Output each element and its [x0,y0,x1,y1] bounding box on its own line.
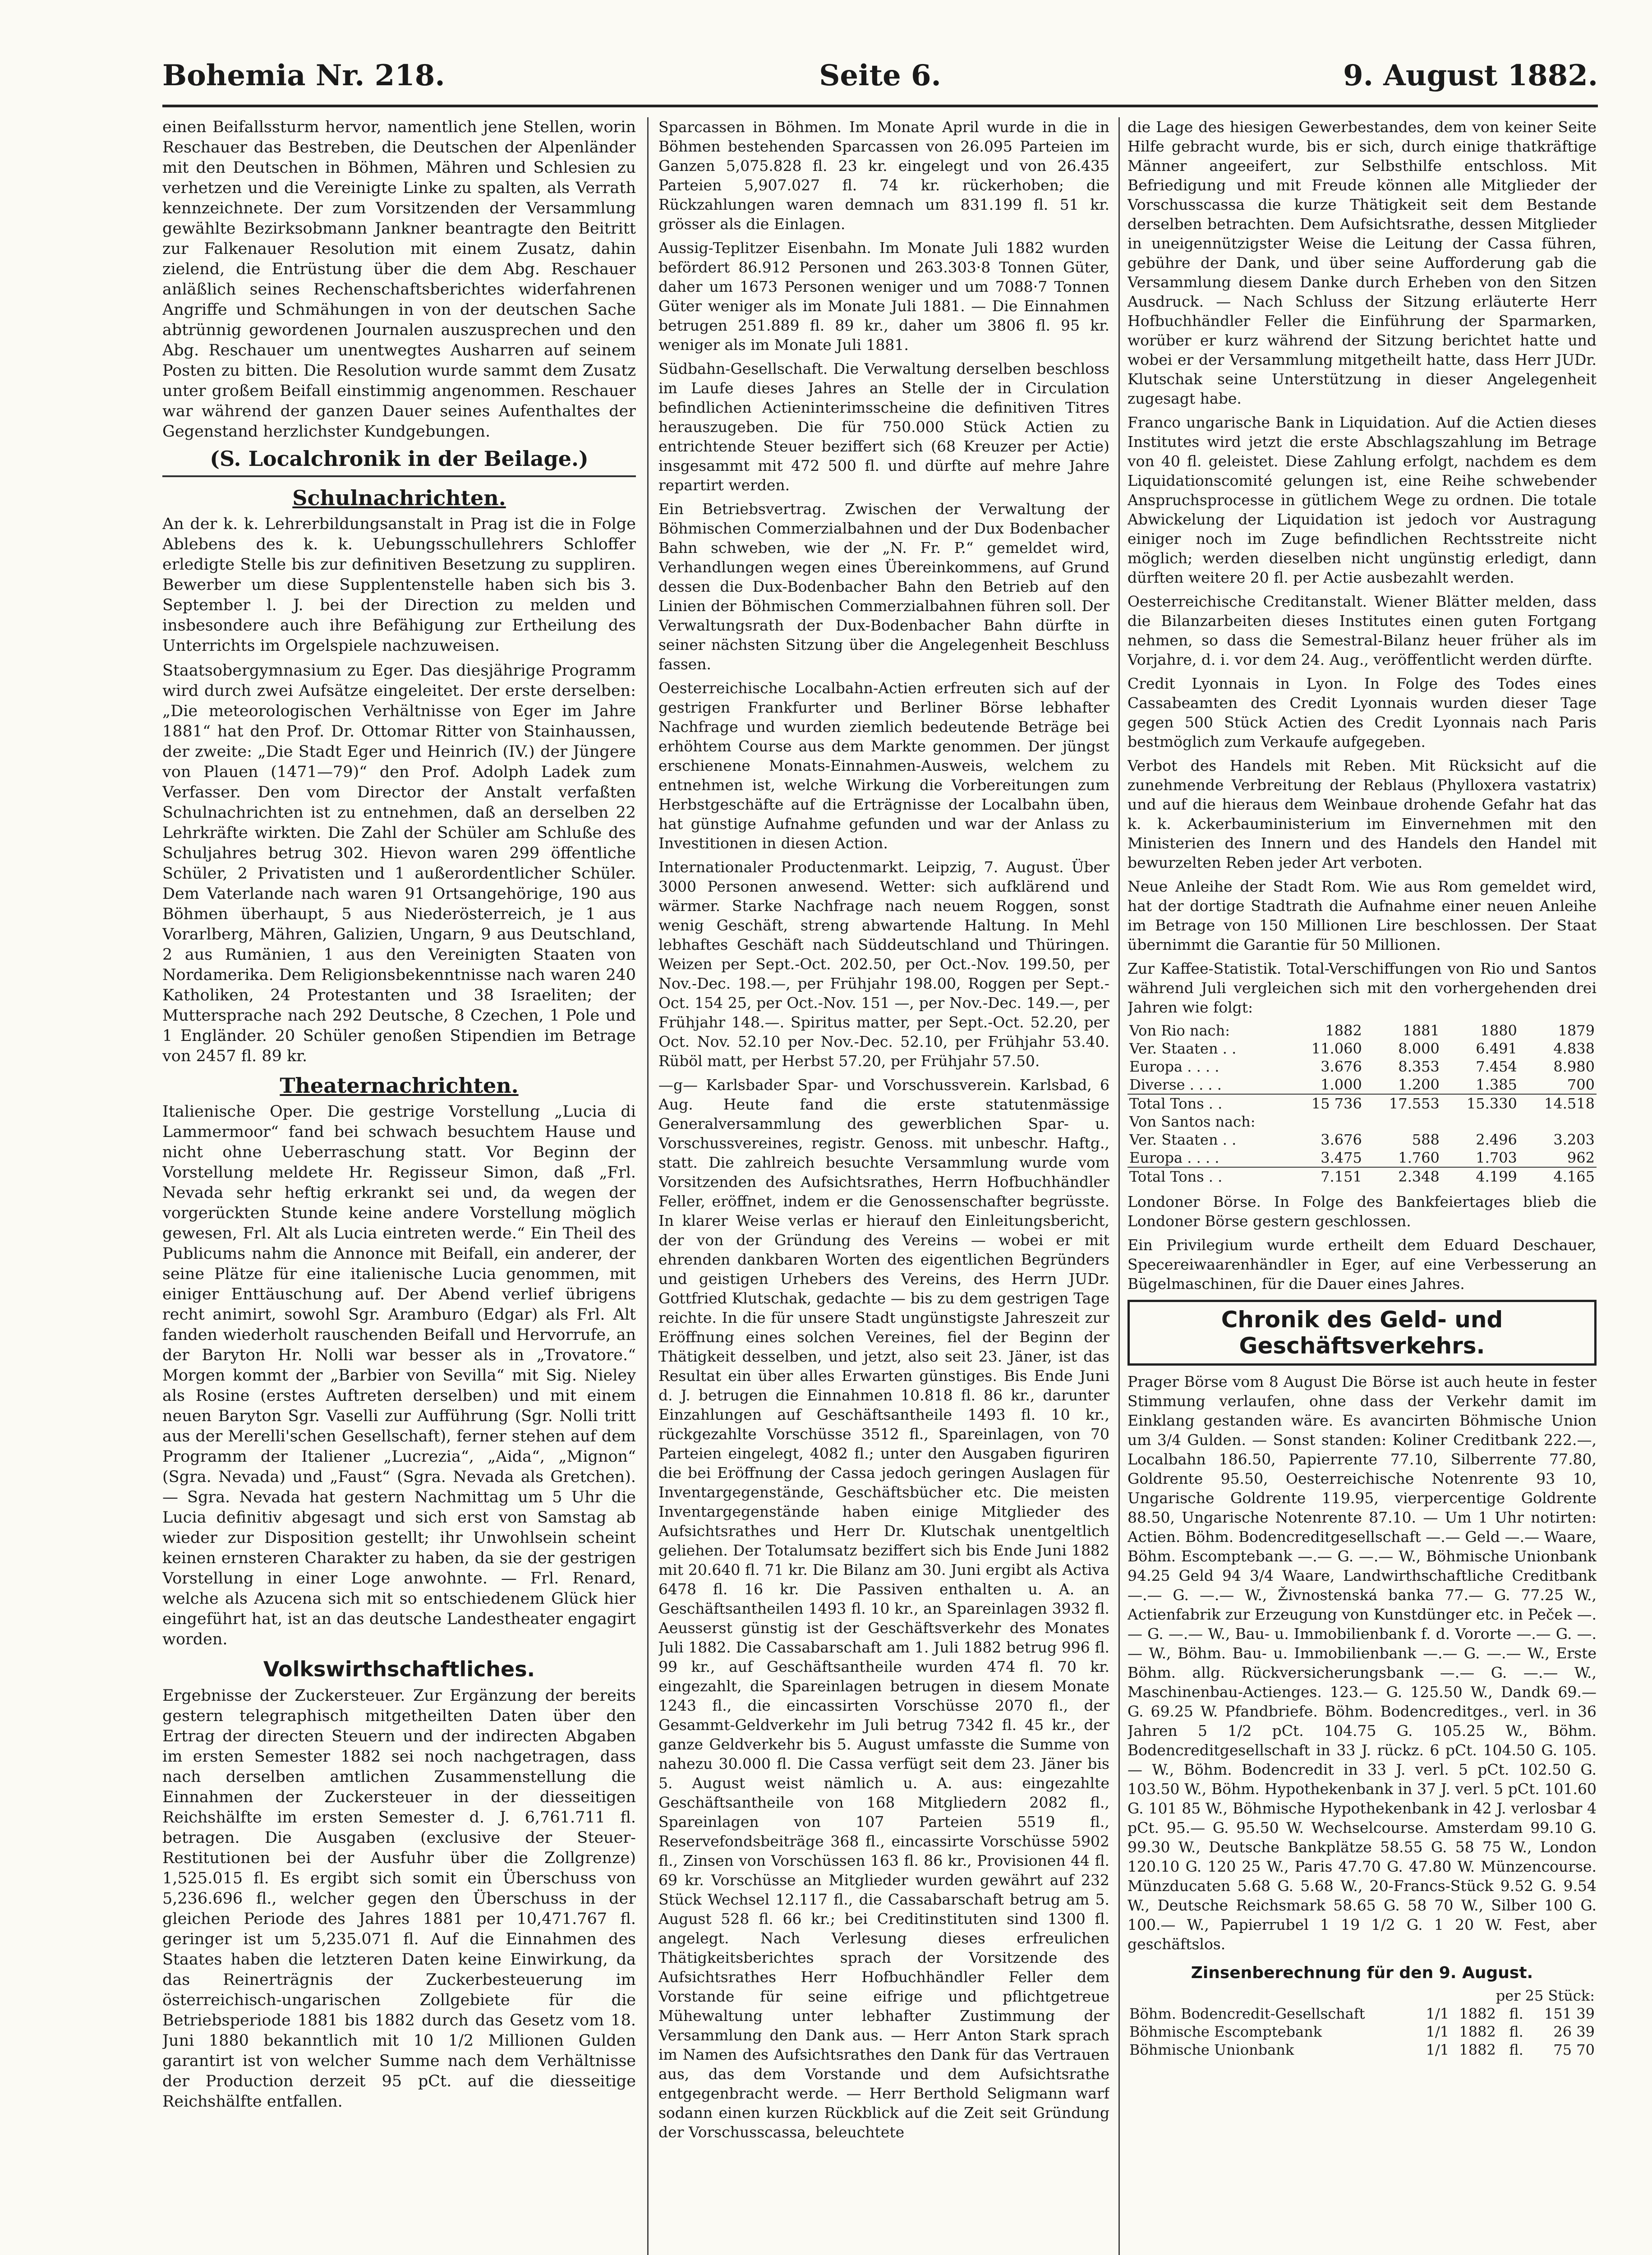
article-paragraph: An der k. k. Lehrerbildungsanstalt in Prag ist die in Folge Ablebens des k. k. Uebungsschullehrers Schloffer erledigte Stelle bis zur definitiven Besetzung zu suppliren. Bewerber um diese Supplentenstelle haben sich bis 3. September l. J. bei der Direction zu melden und insbesondere auch ihre Befähigung zur Ertheilung des Unterrichts im Orgelspiele nachzuweisen. [162,515,636,655]
table-cell: Europa . . . . [1129,1058,1219,1075]
table-cell: Böhmische Unionbank [1129,2041,1294,2058]
table-row [1127,1987,1597,2005]
section-heading: Theaternachrichten. [280,1073,519,1098]
table-cell: 1/1 [1426,2041,1450,2058]
table-cell: 1.385 [1476,1076,1517,1093]
column-1 [162,117,636,2255]
article-paragraph: einen Beifallssturm hervor, namentlich jene Stellen, worin Reschauer das Bestreben, die Deutschen der Alpenländer mit den Deutschen in Böhmen, Mähren und Schlesien zu verhetzen und die Vereinigte Linke zu spalten, als Verrath kennzeichnete. Der zum Vorsitzenden der Versammlung gewählte Bezirksobmann Jankner beantragte den Beitritt zur Falkenauer Resolution mit einem Zusatz, dahin zielend, die Entrüstung über die dem Abg. Reschauer anläßlich seines Rechenschaftsberichtes widerfahrenen Angriffe und Schmähungen in von der deutschen Sache abtrünnig gewordenen Journalen auszusprechen und den Abg. Reschauer um unentwegtes Ausharren auf seinem Posten zu bitten. Die Resolution wurde sammt dem Zusatz unter großem Beifall einstimmig angenommen. Reschauer war während der ganzen Dauer seines Aufenthaltes der Gegenstand herzlichster Kundgebungen. [162,118,636,441]
table-row [1127,2023,1597,2041]
table-cell: Total Tons . . [1129,1095,1223,1112]
table-cell: 1882 [1459,2023,1496,2040]
article-paragraph: Verbot des Handels mit Reben. Mit Rücksicht auf die zunehmende Verbreitung der Reblaus (Phylloxera vastatrix) und auf die hieraus dem Weinbaue drohende Gefahr hat das k. k. Ackerbauministerium im Einvernehmen mit den Ministerien des Innern und des Handels den Handel mit bewurzelten Reben jeder Art verboten. [1127,757,1597,871]
table-cell: Ver. Staaten . . [1129,1040,1237,1057]
article-paragraph: Prager Börse vom 8 August Die Börse ist auch heute in fester Stimmung verlaufen, ohne dass der Verkehr damit im Einklang gestanden wäre. Es avancirten Böhmische Union um 3/4 Gulden. — Sonst standen: Koliner Creditbank 222.—, Localbahn 186.50, Papierrente 77.10, Silberrente 77.80, Goldrente 95.50, Oesterreichische Notenrente 93 10, Ungarische Goldrente 119.95, vierpercentige Goldrente 88.50, Ungarische Notenrente 87.10. — Um 1 Uhr notirten: Actien. Böhm. Bodencreditgesellschaft —.— Geld —.— Waare, Böhm. Escomptebank —.— G. —.— W., Böhmische Unionbank 94.25 Geld 94 3/4 Waare, Landwirthschaftliche Creditbank —.— G. —.— W., Živnostenská banka 77.— G. 77.25 W., Actienfabrik zur Erzeugung von Kunstdünger etc. in Peček —.— G. —.— W., Bau- u. Immobilienbank f. d. Vororte —.— G. —.— W., Böhm. Bau- u. Immobilienbank —.— G. —.— W., Erste Böhm. allg. Rückversicherungsbank —.— G. —.— W., Maschinenbau-Actienges. 123.— G. 125.50 W., Dandk 69.— G. 69.25 W. Pfandbriefe. Böhm. Bodencreditges., verl. in 36 Jahren 5 1/2 pCt. 104.75 G. 105.25 W., Böhm. Bodencreditgesellschaft in 33 J. rückz. 6 pCt. 104.50 G. 105.— W., Böhm. Bodencredit in 33 J. verl. 5 pCt. 102.50 G. 103.50 W., Böhm. Hypothekenbank in 37 J. verl. 5 pCt. 101.60 G. 101 85 W., Böhmische Hypothekenbank in 42 J. verlosbar 4 pCt. 95.— G. 95.50 W. Wechselcourse. Amsterdam 99.10 G. 99.30 W., Deutsche Bankplätze 58.55 G. 58 75 W., London 120.10 G. 120 25 W., Paris 47.70 G. 47.80 W. Münzencourse. Münzducaten 5.68 G. 5.68 W., 20-Francs-Stück 9.52 G. 9.54 W., Deutsche Reichsmark 58.65 G. 58 70 W., Silber 100 G. 100.— W., Papierrubel 1 19 1/2 G. 1 20 W. Fest, aber geschäftslos. [1127,1373,1597,1953]
table-cell: fl. [1509,2041,1523,2058]
article-paragraph: Neue Anleihe der Stadt Rom. Wie aus Rom gemeldet wird, hat der dortige Stadtrath die Aufnahme einer neuen Anleihe im Betrage von 150 Millionen Lire beschlossen. Der Staat übernimmt die Garantie für 50 Millionen. [1127,878,1597,953]
table-cell: 26 39 [1553,2023,1595,2040]
table-cell: 3.203 [1553,1131,1595,1148]
table-cell: 15.330 [1466,1095,1517,1112]
header-rule [162,105,1598,107]
article-paragraph: Credit Lyonnais in Lyon. In Folge des Todes eines Cassabeamten des Credit Lyonnais wurden dieser Tage gegen 500 Stück Actien des Credit Lyonnais nach Paris bestmöglich zum Verkaufe aufgegeben. [1127,675,1597,750]
table-row [1127,1149,1597,1167]
table-row [1127,1113,1597,1131]
column-divider [647,117,649,2255]
table-cell: 75 70 [1553,2041,1595,2058]
article-paragraph: Aussig-Teplitzer Eisenbahn. Im Monate Juli 1882 wurden befördert 86.912 Personen und 263.303·8 Tonnen Güter, daher um 1673 Personen weniger und um 7088·7 Tonnen Güter weniger als im Monate Juli 1881. — Die Einnahmen betrugen 251.889 fl. 89 kr., daher um 3806 fl. 95 kr. weniger als im Monate Juli 1881. [658,239,1109,354]
column-divider [1118,117,1120,2255]
article-paragraph: Ergebnisse der Zuckersteuer. Zur Ergänzung der bereits gestern telegraphisch mitgetheilten Daten über den Ertrag der directen Steuern und der indirecten Abgaben im ersten Semester 1882 sei noch nachgetragen, dass nach derselben amtlichen Zusammenstellung die Einnahmen der Zuckersteuer in der diesseitigen Reichshälfte im ersten Semester d. J. 6,761.711 fl. betragen. Die Ausgaben (exclusive der Steuer-Restitutionen bei der Ausfuhr über die Zollgrenze) 1,525.015 fl. Es ergibt sich somit ein Überschuss von 5,236.696 fl., welcher gegen den Überschuss in der gleichen Periode des Jahres 1881 per 10,471.767 fl. geringer ist um 5,235.071 fl. Auf die Einnahmen des Staates haben die letzteren Daten keine Einwirkung, da das Reinerträgnis der Zuckerbesteuerung im österreichisch-ungarischen Zollgebiete für die Betriebsperiode 1881 bis 1882 durch das Gesetz vom 18. Juni 1880 bekanntlich mit 10 1/2 Millionen Gulden garantirt ist von welcher Summe nach dem Verhältnisse der Production derzeit 95 pCt. auf die diesseitige Reichshälfte entfallen. [162,1687,636,2111]
table-cell: 2.348 [1398,1168,1440,1185]
article-paragraph: Franco ungarische Bank in Liquidation. Auf die Actien dieses Institutes wird jetzt die erste Abschlagszahlung im Betrage von 40 fl. geleistet. Diese Zahlung erfolgt, nachdem es dem Liquidationscomité gelungen ist, eine Reihe schwebender Anspruchsprocesse in gütlichem Wege zu ordnen. Die totale Abwickelung der Liquidation ist jedoch vor Austragung einiger noch im Zuge befindlichen Rechtsstreite nicht möglich; werden dieselben nicht ungünstig erledigt, dann dürften weitere 20 fl. per Actie ausbezahlt werden. [1127,414,1597,586]
table-header-cell: 1879 [1558,1022,1595,1039]
page-header [162,59,1598,99]
table-cell: Ver. Staaten . . [1129,1131,1237,1148]
table-cell: fl. [1509,2005,1523,2022]
table-cell: Von Santos nach: [1129,1113,1256,1130]
article-paragraph: die Lage des hiesigen Gewerbestandes, dem von keiner Seite Hilfe gebracht wurde, bis er sich, durch einige thatkräftige Männer angeeifert, zur Selbsthilfe entschloss. Mit Befriedigung und mit Freude können alle Mitglieder der Vorschusscassa die kurze Thätigkeit seit dem Bestande derselben betrachten. Dem Aufsichtsrathe, dessen Mitglieder in uneigennützigster Weise die Leitung der Cassa führen, gebühre der Dank, und über seine Aufforderung gab die Versammlung diesem Danke durch Erheben von den Sitzen Ausdruck. — Nach Schluss der Sitzung erläuterte Herr Hofbuchhändler Feller die Einführung der Sparmarken, worüber er kurz während der Sitzung berichtet hatte und wobei er der Versammlung mitgetheilt hatte, dass Herr JUDr. Klutschak seine Unterstützung in dieser Angelegenheit zugesagt habe. [1127,118,1597,407]
table-cell: Diverse . . . . [1129,1076,1222,1093]
article-paragraph: Sparcassen in Böhmen. Im Monate April wurde in die in Böhmen bestehenden Sparcassen von 26.095 Parteien im Ganzen 5,075.828 fl. 23 kr. eingelegt und von 26.435 Parteien 5,907.027 fl. 74 kr. rückerhoben; die Rückzahlungen waren demnach um 831.199 fl. 51 kr. grösser als die Einlagen. [658,118,1109,233]
table-header-cell: 1881 [1403,1022,1440,1039]
table-cell: 700 [1567,1076,1595,1093]
table-header-cell: 1882 [1325,1022,1362,1039]
table-cell: 962 [1567,1149,1595,1166]
table-cell: fl. [1509,2023,1523,2040]
table-cell: 1.760 [1398,1149,1440,1166]
issue-date: 9. August 1882. [1343,59,1598,92]
article-paragraph: Italienische Oper. Die gestrige Vorstellung „Lucia di Lammermoor“ fand bei schwach besuchtem Hause und nicht ohne Ueberraschung statt. Vor Beginn der Vorstellung meldete Hr. Regisseur Simon, daß „Frl. Nevada sehr heftig erkrankt sei und, da wegen der vorgerückten Stunde keine andere Vorstellung möglich gewesen, Frl. Alt als Lucia eintreten werde.“ Ein Theil des Publicums nahm die Annonce mit Beifall, ein anderer, der seine Plätze für eine italienische Lucia genommen, mit einiger Enttäuschung auf. Der Abend verlief übrigens recht animirt, sowohl Sgr. Aramburo (Edgar) als Frl. Alt fanden wiederholt rauschenden Beifall und Hervorrufe, an der Baryton Hr. Nolli war besser als in „Trovatore.“ Morgen kommt der „Barbier von Sevilla“ mit Sig. Nieley als Rosine (erstes Auftreten derselben) und mit einem neuen Baryton Sgr. Vaselli zur Aufführung (Sgr. Nolli tritt aus der Merelli'schen Gesellschaft), ferner stehen auf dem Programm der Italiener „Lucrezia“, „Aida“, „Mignon“ (Sgra. Nevada) und „Faust“ (Sgra. Nevada als Gretchen). — Sgra. Nevada hat gestern Nachmittag um 5 Uhr die Lucia definitiv abgesagt und sich erst von Samstag ab wieder zur Disposition gestellt; ihr Unwohlsein scheint keinen ernsteren Charakter zu haben, da sie der gestrigen Vorstellung in einer Loge anwohnte. — Frl. Renard, welche als Azucena sich mit so entschiedenem Glück hier eingeführt hat, ist an das deutsche Landestheater engagirt worden. [162,1103,636,1648]
table-row [1127,2005,1597,2023]
interest-table-title: Zinsenberechnung für den 9. August. [1191,1964,1533,1982]
article-paragraph: Londoner Börse. In Folge des Bankfeiertages blieb die Londoner Börse gestern geschlossen. [1127,1193,1597,1230]
table-cell: per 25 Stück: [1496,1987,1595,2004]
section-box-heading: Chronik des Geld- und Geschäftsverkehrs. [1127,1300,1597,1366]
table-cell: 8.980 [1553,1058,1595,1075]
table-cell: Total Tons . . [1129,1168,1223,1185]
table-cell: 8.000 [1398,1040,1440,1057]
table-cell: 3.475 [1321,1149,1362,1166]
table-row [1127,1058,1597,1076]
table-header-cell: 1880 [1480,1022,1517,1039]
table-row [1127,1076,1597,1094]
article-paragraph: Internationaler Productenmarkt. Leipzig, 7. August. Über 3000 Personen anwesend. Wetter: sich aufklärend und wärmer. Starke Nachfrage nach neuem Roggen, sonst wenig Geschäft, streng abwartende Haltung. In Mehl lebhaftes Geschäft nach Süddeutschland und Thüringen. Weizen per Sept.-Oct. 202.50, per Oct.-Nov. 199.50, per Nov.-Dec. 198.—, per Frühjahr 198.00, Roggen per Sept.-Oct. 154 25, per Oct.-Nov. 151 —, per Nov.-Dec. 149.—, per Frühjahr 148.—. Spiritus matter, per Sept.-Oct. 52.20, per Oct. Nov. 52.10 per Nov.-Dec. 52.10, per Frühjahr 53.40. Rüböl matt, per Herbst 57.20, per Frühjahr 57.50. [658,858,1109,1070]
article-paragraph: Oesterreichische Localbahn-Actien erfreuten sich auf der gestrigen Frankfurter und Berliner Börse lebhafter Nachfrage und wurden ziemlich bedeutende Beträge bei erhöhtem Course aus dem Markte genommen. Der jüngst erschienene Monats-Einnahmen-Ausweis, welchem zu entnehmen ist, welche Wirkung die Vorbereitungen zum Herbstgeschäfte auf die Erträgnisse der Localbahn üben, hat günstige Aufnahme gefunden und war der Anlass zu Investitionen in diesen Action. [658,679,1109,852]
column-3 [1127,117,1597,2255]
table-cell: 1.703 [1476,1149,1517,1166]
table-cell: Von Rio nach: [1129,1022,1230,1039]
table-cell: 1/1 [1426,2005,1450,2022]
table-cell: 17.553 [1389,1095,1440,1112]
article-paragraph: —g— Karlsbader Spar- und Vorschussverein. Karlsbad, 6 Aug. Heute fand die erste statutenmässige Generalversammlung des gewerblichen Spar- u. Vorschussvereines, registr. Genoss. mit unbeschr. Haftg., statt. Die zahlreich besuchte Versammlung wurde vom Vorsitzenden des Aufsichtsrathes, Herrn Hofbuchhändler Feller, eröffnet, indem er die Genossenschafter begrüsste. In klarer Weise verlas er hierauf den Einleitungsbericht, der von der Gründung des Vereins — wobei er mit ehrenden dankbaren Worten des eigentlichen Begründers und geistigen Urhebers des Vereins, des Herrn JUDr. Gottfried Klutschak, gedachte — bis zu dem gestrigen Tage reichte. In die für unsere Stadt ungünstigste Jahreszeit zur Eröffnung eines solchen Vereines, fiel der Beginn der Thätigkeit desselben, und jetzt, also seit 23. Jäner, ist das Resultat ein über alles Erwarten günstiges. Bis Ende Juni d. J. betrugen die Einnahmen 10.818 fl. 86 kr., darunter Einzahlungen auf Geschäftsantheile 1493 fl. 10 kr., rückgezahlte Vorschüsse 3512 fl., Spareinlagen, von 70 Parteien eingelegt, 4082 fl.; unter den Ausgaben figuriren die bei Eröffnung der Cassa jedoch geringen Auslagen für Inventargegenstände, Geschäftsbücher etc. Die meisten Inventargegenstände haben einige Mitglieder des Aufsichtsrathes und Herr Dr. Klutschak unentgeltlich geliehen. Der Totalumsatz beziffert sich bis Ende Juni 1882 mit 20.640 fl. 71 kr. Die Bilanz am 30. Juni ergibt als Activa 6478 fl. 16 kr. Die Passiven enthalten u. A. an Geschäftsantheilen 1493 fl. 10 kr., an Spareinlagen 3932 fl. Aeusserst günstig ist der Geschäftsverkehr des Monates Juli 1882. Die Cassabarschaft am 1. Juli 1882 betrug 996 fl. 99 kr., auf Geschäftsantheile wurden 474 fl. 70 kr. eingezahlt, die Spareinlagen betrugen in diesem Monate 1243 fl., die eincassirten Vorschüsse 2070 fl., der Gesammt-Geldverkehr im Juli betrug 7342 fl. 45 kr., der ganze Geldverkehr bis 5. August umfasste die Summe von nahezu 30.000 fl. Die Cassa verfügt seit dem 23. Jäner bis 5. August weist nämlich u. A. aus: eingezahlte Geschäftsantheile von 168 Mitgliedern 2082 fl., Spareinlagen von 107 Parteien 5519 fl., Reservefondsbeiträge 368 fl., eincassirte Vorschüsse 5902 fl., Zinsen von Vorschüssen 163 fl. 86 kr., Provisionen 44 fl. 69 kr. Vorschüsse an Mitglieder wurden gewährt auf 232 Stück Wechsel 12.117 fl., die Cassabarschaft betrug am 5. August 528 fl. 66 kr.; bei Creditinstituten sind 1300 fl. angelegt. Nach Verlesung dieses erfreulichen Thätigkeitsberichtes sprach der Vorsitzende des Aufsichtsrathes Herr Hofbuchhändler Feller dem Vorstande für seine eifrige und pflichtgetreue Mühewaltung unter lebhafter Zustimmung der Versammlung den Dank aus. — Herr Anton Stark sprach im Namen des Aufsichtsrathes den Dank für das Vertrauen aus, das dem Vorstande und dem Aufsichtsrathe entgegenbracht werde. — Herr Berthold Seligmann warf sodann einen kurzen Rückblick auf die Zeit seit Gründung der Vorschusscassa, beleuchtete [658,1076,1109,2141]
table-cell: Europa . . . . [1129,1149,1219,1166]
article-paragraph: Oesterreichische Creditanstalt. Wiener Blätter melden, dass die Bilanzarbeiten dieses Institutes einen guten Fortgang nehmen, so dass die Semestral-Bilanz heuer früher als im Vorjahre, d. i. vor dem 24. Aug., veröffentlicht werden dürfte. [1127,593,1597,668]
article-paragraph: Ein Betriebsvertrag. Zwischen der Verwaltung der Böhmischen Commerzialbahnen und der Dux Bodenbacher Bahn schweben, wie der „N. Fr. P.“ gemeldet wird, Verhandlungen wegen eines Übereinkommens, auf Grund dessen die Dux-Bodenbacher Bahn den Betrieb auf den Linien der Böhmischen Commerzialbahnen führen soll. Der Verwaltungsrath der Dux-Bodenbacher Bahn dürfte in seiner nächsten Sitzung über die Angelegenheit Beschluss fassen. [658,500,1109,673]
table-cell: 14.518 [1544,1095,1595,1112]
table-cell: Böhm. Bodencredit-Gesellschaft [1129,2005,1365,2022]
section-heading: Schulnachrichten. [292,486,506,510]
interest-table [1127,1987,1597,2059]
page-number: Seite 6. [819,59,941,92]
coffee-statistics-table [1127,1022,1597,1186]
table-cell: 4.165 [1553,1168,1595,1185]
table-cell: 588 [1412,1131,1440,1148]
article-paragraph: Zur Kaffee-Statistik. Total-Verschiffungen von Rio und Santos während Juli vergleichen sich mit den vorhergehenden drei Jahren wie folgt: [1127,960,1597,1016]
column-2 [658,117,1109,2255]
table-cell: 4.199 [1476,1168,1517,1185]
table-cell: 2.496 [1476,1131,1517,1148]
article-paragraph: Südbahn-Gesellschaft. Die Verwaltung derselben beschloss im Laufe dieses Jahres an Stelle der in Circulation befindlichen Actieninterimsscheine die definitiven Titres herauszugeben. Die für 750.000 Stück Actien zu entrichtende Steuer beziffert sich (68 Kreuzer per Actie) insgesammt mit 472 500 fl. und dürfte auf mehre Jahre repartirt werden. [658,360,1109,494]
article-paragraph: Ein Privilegium wurde ertheilt dem Eduard Deschauer, Specereiwaarenhändler in Eger, auf eine Verbesserung an Bügelmaschinen, für die Dauer eines Jahres. [1127,1236,1597,1293]
table-cell: Böhmische Escomptebank [1129,2023,1322,2040]
table-cell: 1.000 [1321,1076,1362,1093]
table-cell: 1882 [1459,2041,1496,2058]
table-cell: 8.353 [1398,1058,1440,1075]
table-cell: 3.676 [1321,1131,1362,1148]
table-row [1127,1131,1597,1149]
table-cell: 1/1 [1426,2023,1450,2040]
masthead-issue: Bohemia Nr. 218. [162,59,445,92]
table-row [1127,1167,1597,1186]
section-reference: (S. Localchronik in der Beilage.) [162,446,636,477]
table-row [1127,2041,1597,2059]
section-heading: Volkswirthschaftliches. [263,1657,535,1681]
table-cell: 3.676 [1321,1058,1362,1075]
table-cell: 4.838 [1553,1040,1595,1057]
table-cell: 1882 [1459,2005,1496,2022]
table-cell: 7.151 [1321,1168,1362,1185]
table-row [1127,1040,1597,1058]
table-cell: 151 39 [1544,2005,1595,2022]
table-row [1127,1022,1597,1040]
table-cell: 1.200 [1398,1076,1440,1093]
table-cell: 6.491 [1476,1040,1517,1057]
table-cell: 15 736 [1311,1095,1362,1112]
table-cell: 11.060 [1311,1040,1362,1057]
table-cell: 7.454 [1476,1058,1517,1075]
table-row [1127,1094,1597,1113]
article-paragraph: Staatsobergymnasium zu Eger. Das diesjährige Programm wird durch zwei Aufsätze eingeleitet. Der erste derselben: „Die meteorologischen Verhältnisse von Eger im Jahre 1881“ hat den Prof. Dr. Ottomar Ritter von Stainhaussen, der zweite: „Die Stadt Eger und Heinrich (IV.) der Jüngere von Plauen (1471—79)“ den Prof. Adolph Ladek zum Verfasser. Den vom Director der Anstalt verfaßten Schulnachrichten ist zu entnehmen, daß an derselben 22 Lehrkräfte wirkten. Die Zahl der Schüler am Schluße des Schuljahres betrug 302. Hievon waren 299 öffentliche Schüler, 2 Privatisten und 1 außerordentlicher Schüler. Dem Vaterlande nach waren 91 Ortsangehörige, 190 aus Böhmen überhaupt, 5 aus Niederösterreich, je 1 aus Vorarlberg, Mähren, Galizien, Ungarn, 9 aus Deutschland, 2 aus Rumänien, 1 aus den Vereinigten Staaten von Nordamerika. Dem Religionsbekenntnisse nach waren 240 Katholiken, 24 Protestanten und 38 Israeliten; der Muttersprache nach 292 Deutsche, 8 Czechen, 1 Pole und 1 Engländer. 20 Schüler genoßen Stipendien im Betrage von 2457 fl. 89 kr. [162,662,636,1065]
